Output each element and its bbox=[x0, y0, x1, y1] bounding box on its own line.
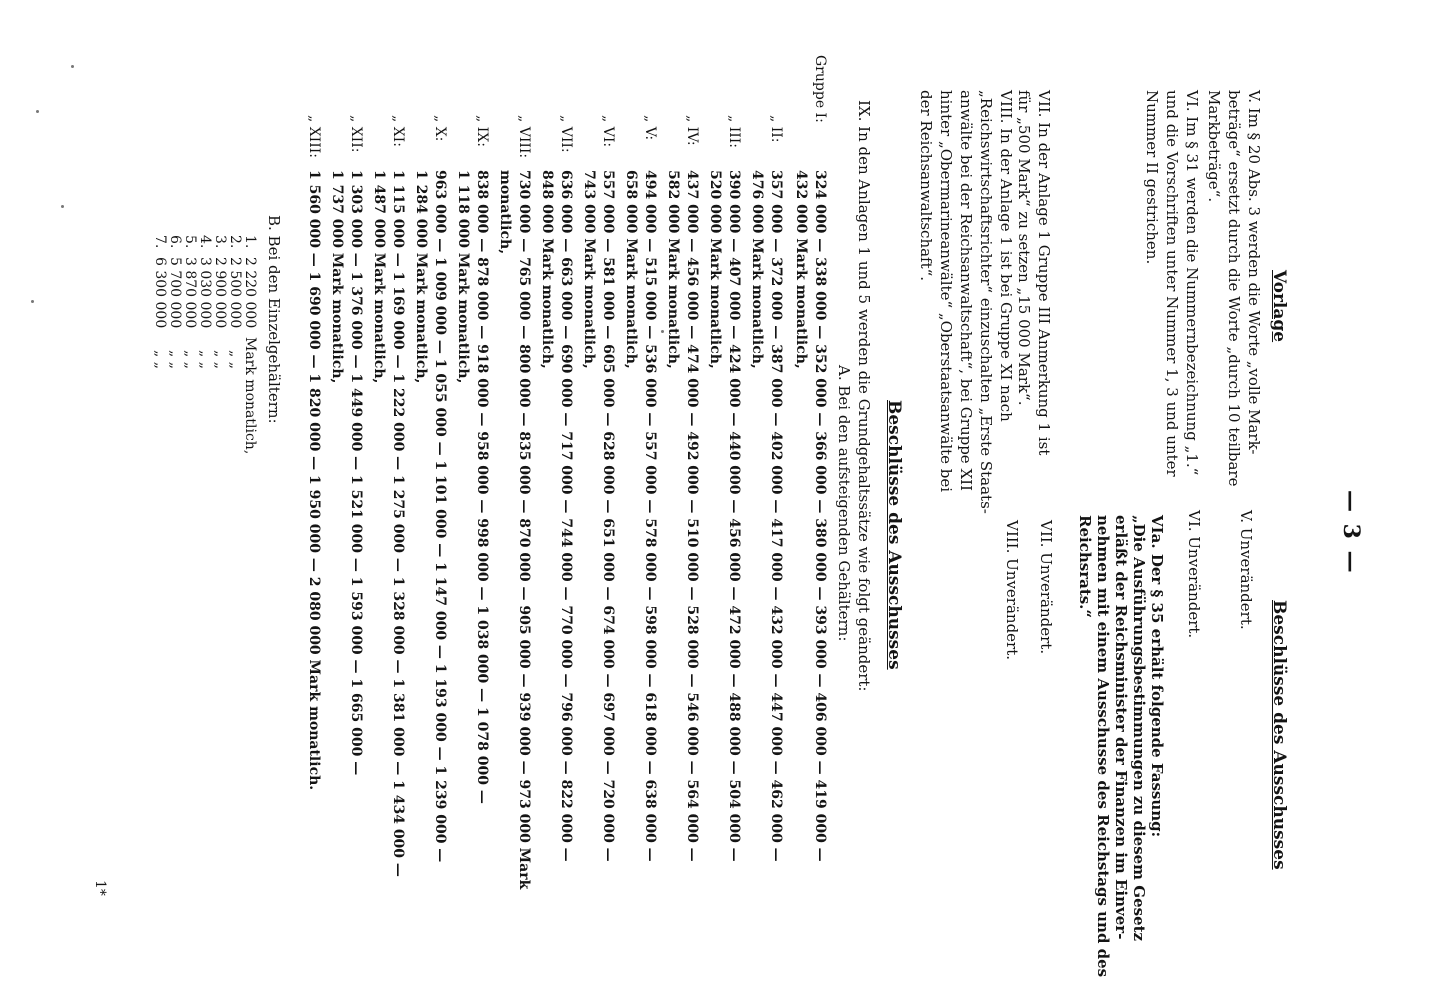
group-line1: 838 000 — 878 000 — 918 000 — 958 000 — 998 000 — 1 038 000 — 1 078 000 — bbox=[474, 170, 490, 804]
group-line2: 848 000 Mark monatlich, bbox=[539, 170, 555, 369]
vorlage-viii-line: „Reichswirtschaftsrichter“ einzuschalten „Erste Staats- bbox=[977, 90, 995, 514]
beschluesse-item-via bbox=[1076, 515, 1166, 977]
beschluesse-item-vii: VII. Unverändert. bbox=[1037, 520, 1055, 655]
group-line2: 520 000 Mark monatlich, bbox=[707, 170, 723, 369]
group-line2: 658 000 Mark monatlich, bbox=[623, 170, 639, 369]
vorlage-viii-line: der Reichsanwaltschaft“. bbox=[917, 90, 935, 282]
beschluesse-item-viii: VIII. Unverändert. bbox=[1003, 520, 1021, 661]
vorlage-v-line: V. Im § 20 Abs. 3 werden die Worte „volle Mark- bbox=[1245, 90, 1263, 455]
via-line: „Die Ausführungsbestimmungen zu diesem Gesetz bbox=[1130, 515, 1148, 942]
single-amount: 3 030 000 bbox=[197, 257, 213, 329]
single-amount: 5 700 000 bbox=[167, 257, 183, 329]
vorlage-viii-line: anwälte bei der Reichsanwaltschaft“, bei Gruppe XII bbox=[957, 90, 975, 491]
group-label: „ VII: bbox=[558, 115, 574, 153]
scan-speck bbox=[36, 110, 39, 113]
single-num: 6. bbox=[167, 235, 183, 249]
lower-heading: Beschlüsse des Ausschusses bbox=[884, 400, 904, 670]
vorlage-v-line: Markbeträge“. bbox=[1205, 90, 1223, 203]
vorlage-vii-line: VII. In der Anlage 1 Gruppe III Anmerkung 1 ist bbox=[1035, 90, 1053, 456]
footnote-mark: 1* bbox=[92, 880, 108, 896]
group-line2: 1 118 000 Mark monatlich, bbox=[455, 170, 471, 384]
single-num: 1. bbox=[242, 235, 258, 249]
single-unit: „ „ bbox=[167, 350, 183, 369]
vorlage-item-viii bbox=[916, 90, 1016, 514]
single-unit: „ „ bbox=[227, 350, 243, 369]
single-unit: „ „ bbox=[212, 350, 228, 369]
vorlage-vi-line: und die Vorschriften unter Nummer 1, 3 und unter bbox=[1163, 90, 1181, 477]
group-label: „ X: bbox=[432, 115, 448, 142]
single-unit: „ „ bbox=[182, 350, 198, 369]
via-line: Reichsrats.“ bbox=[1076, 515, 1094, 619]
via-line: nehmen mit einem Ausschusse des Reichstags und des bbox=[1094, 515, 1112, 978]
ix-intro: IX. In den Anlagen 1 und 5 werden die Grundgehaltssätze wie folgt geändert: bbox=[855, 100, 873, 692]
group-line2: 582 000 Mark monatlich, bbox=[665, 170, 681, 369]
scan-speck bbox=[661, 330, 664, 333]
group-line2: monatlich, bbox=[497, 170, 513, 255]
vorlage-vi-line: Nummer II gestrichen. bbox=[1143, 90, 1161, 265]
group-line1: 963 000 — 1 009 000 — 1 055 000 — 1 101 000 — 1 147 000 — 1 193 000 — 1 239 000 — bbox=[432, 170, 448, 863]
group-label: „ IV: bbox=[684, 115, 700, 146]
vorlage-heading: Vorlage bbox=[1269, 270, 1289, 343]
scan-speck bbox=[31, 300, 34, 303]
group-label: „ V: bbox=[642, 115, 658, 141]
beschluesse-heading: Beschlüsse des Ausschusses bbox=[1269, 600, 1289, 870]
group-line2: 1 737 000 Mark monatlich, bbox=[329, 170, 345, 384]
single-unit: „ „ bbox=[152, 350, 168, 369]
via-line: erläßt der Reichsminister der Finanzen im Einver- bbox=[1112, 515, 1130, 940]
vorlage-item-vii bbox=[1014, 90, 1054, 455]
single-num: 3. bbox=[212, 235, 228, 249]
single-amount: 2 500 000 bbox=[227, 257, 243, 329]
group-line2: 743 000 Mark monatlich, bbox=[581, 170, 597, 369]
group-line1: 557 000 — 581 000 — 605 000 — 628 000 — 651 000 — 674 000 — 697 000 — 720 000 — bbox=[600, 170, 616, 862]
group-label: „ VIII: bbox=[516, 115, 532, 159]
group-line1: 357 000 — 372 000 — 387 000 — 402 000 — 417 000 — 432 000 — 447 000 — 462 000 — bbox=[768, 170, 784, 862]
beschluesse-item-v: V. Unverändert. bbox=[1237, 510, 1255, 630]
group-line2: 476 000 Mark monatlich, bbox=[749, 170, 765, 369]
section-b-heading: B. Bei den Einzelgehältern: bbox=[265, 215, 283, 424]
group-line1: 390 000 — 407 000 — 424 000 — 440 000 — 456 000 — 472 000 — 488 000 — 504 000 — bbox=[726, 170, 742, 862]
beschluesse-item-vi: VI. Unverändert. bbox=[1185, 510, 1203, 639]
group-line2: 432 000 Mark monatlich, bbox=[793, 170, 809, 369]
group-label: „ XIII: bbox=[306, 115, 322, 158]
group-label: „ XII: bbox=[348, 115, 364, 153]
group-line1: 1 560 000 — 1 690 000 — 1 820 000 — 1 950 000 — 2 080 000 Mark monatlich. bbox=[306, 170, 322, 791]
group-line1: 730 000 — 765 000 — 800 000 — 835 000 — 870 000 — 905 000 — 939 000 — 973 000 Mark bbox=[516, 170, 532, 890]
single-amount: 2 900 000 bbox=[212, 257, 228, 329]
group-line1: 324 000 — 338 000 — 352 000 — 366 000 — 380 000 — 393 000 — 406 000 — 419 000 — bbox=[812, 170, 828, 862]
vorlage-vi-line: VI. Im § 31 werden die Nummernbezeichnung „1.“ bbox=[1183, 90, 1201, 476]
group-line1: 1 115 000 — 1 169 000 — 1 222 000 — 1 275 000 — 1 328 000 — 1 381 000 — 1 434 000 — bbox=[390, 170, 406, 877]
group-line2: 1 284 000 Mark monatlich, bbox=[413, 170, 429, 384]
single-unit: Mark monatlich, bbox=[242, 337, 258, 455]
vorlage-viii-line: VIII. In der Anlage 1 ist bei Gruppe XI nach bbox=[997, 90, 1015, 422]
single-num: 5. bbox=[182, 235, 198, 249]
vorlage-viii-line: hinter „Obermarineanwälte“ „Oberstaatsanwälte bei bbox=[937, 90, 955, 493]
group-label: Gruppe I: bbox=[812, 55, 828, 123]
single-amount: 3 870 000 bbox=[182, 257, 198, 329]
group-label: „ IX: bbox=[474, 115, 490, 147]
single-num: 2. bbox=[227, 235, 243, 249]
vorlage-vii-line: für „500 Mark“ zu setzen „15 000 Mark“. bbox=[1015, 90, 1033, 406]
group-line1: 494 000 — 515 000 — 536 000 — 557 000 — 578 000 — 598 000 — 618 000 — 638 000 — bbox=[642, 170, 658, 862]
single-unit: „ „ bbox=[197, 350, 213, 369]
group-line1: 1 303 000 — 1 376 000 — 1 449 000 — 1 521 000 — 1 593 000 — 1 665 000 — bbox=[348, 170, 364, 776]
via-line: VIa. Der § 35 erhält folgende Fassung: bbox=[1148, 515, 1166, 838]
group-line1: 636 000 — 663 000 — 690 000 — 717 000 — 744 000 — 770 000 — 796 000 — 822 000 — bbox=[558, 170, 574, 862]
scan-speck bbox=[61, 205, 64, 208]
page-number: — 3 — bbox=[1338, 490, 1364, 575]
single-num: 4. bbox=[197, 235, 213, 249]
vorlage-v-line: beträge“ ersetzt durch die Worte „durch 10 teilbare bbox=[1225, 90, 1243, 487]
single-num: 7. bbox=[152, 235, 168, 249]
scan-speck bbox=[71, 65, 74, 68]
group-label: „ XI: bbox=[390, 115, 406, 147]
group-line2: 1 487 000 Mark monatlich, bbox=[371, 170, 387, 384]
group-label: „ III: bbox=[726, 115, 742, 149]
group-label: „ II: bbox=[768, 115, 784, 143]
single-amount: 6 300 000 bbox=[152, 257, 168, 329]
group-line1: 437 000 — 456 000 — 474 000 — 492 000 — 510 000 — 528 000 — 546 000 — 564 000 — bbox=[684, 170, 700, 862]
vorlage-item-v bbox=[1204, 90, 1264, 486]
section-a-heading: A. Bei den aufsteigenden Gehältern: bbox=[835, 365, 853, 642]
vorlage-item-vi bbox=[1142, 90, 1202, 477]
single-amount: 2 220 000 bbox=[242, 257, 258, 329]
group-label: „ VI: bbox=[600, 115, 616, 148]
